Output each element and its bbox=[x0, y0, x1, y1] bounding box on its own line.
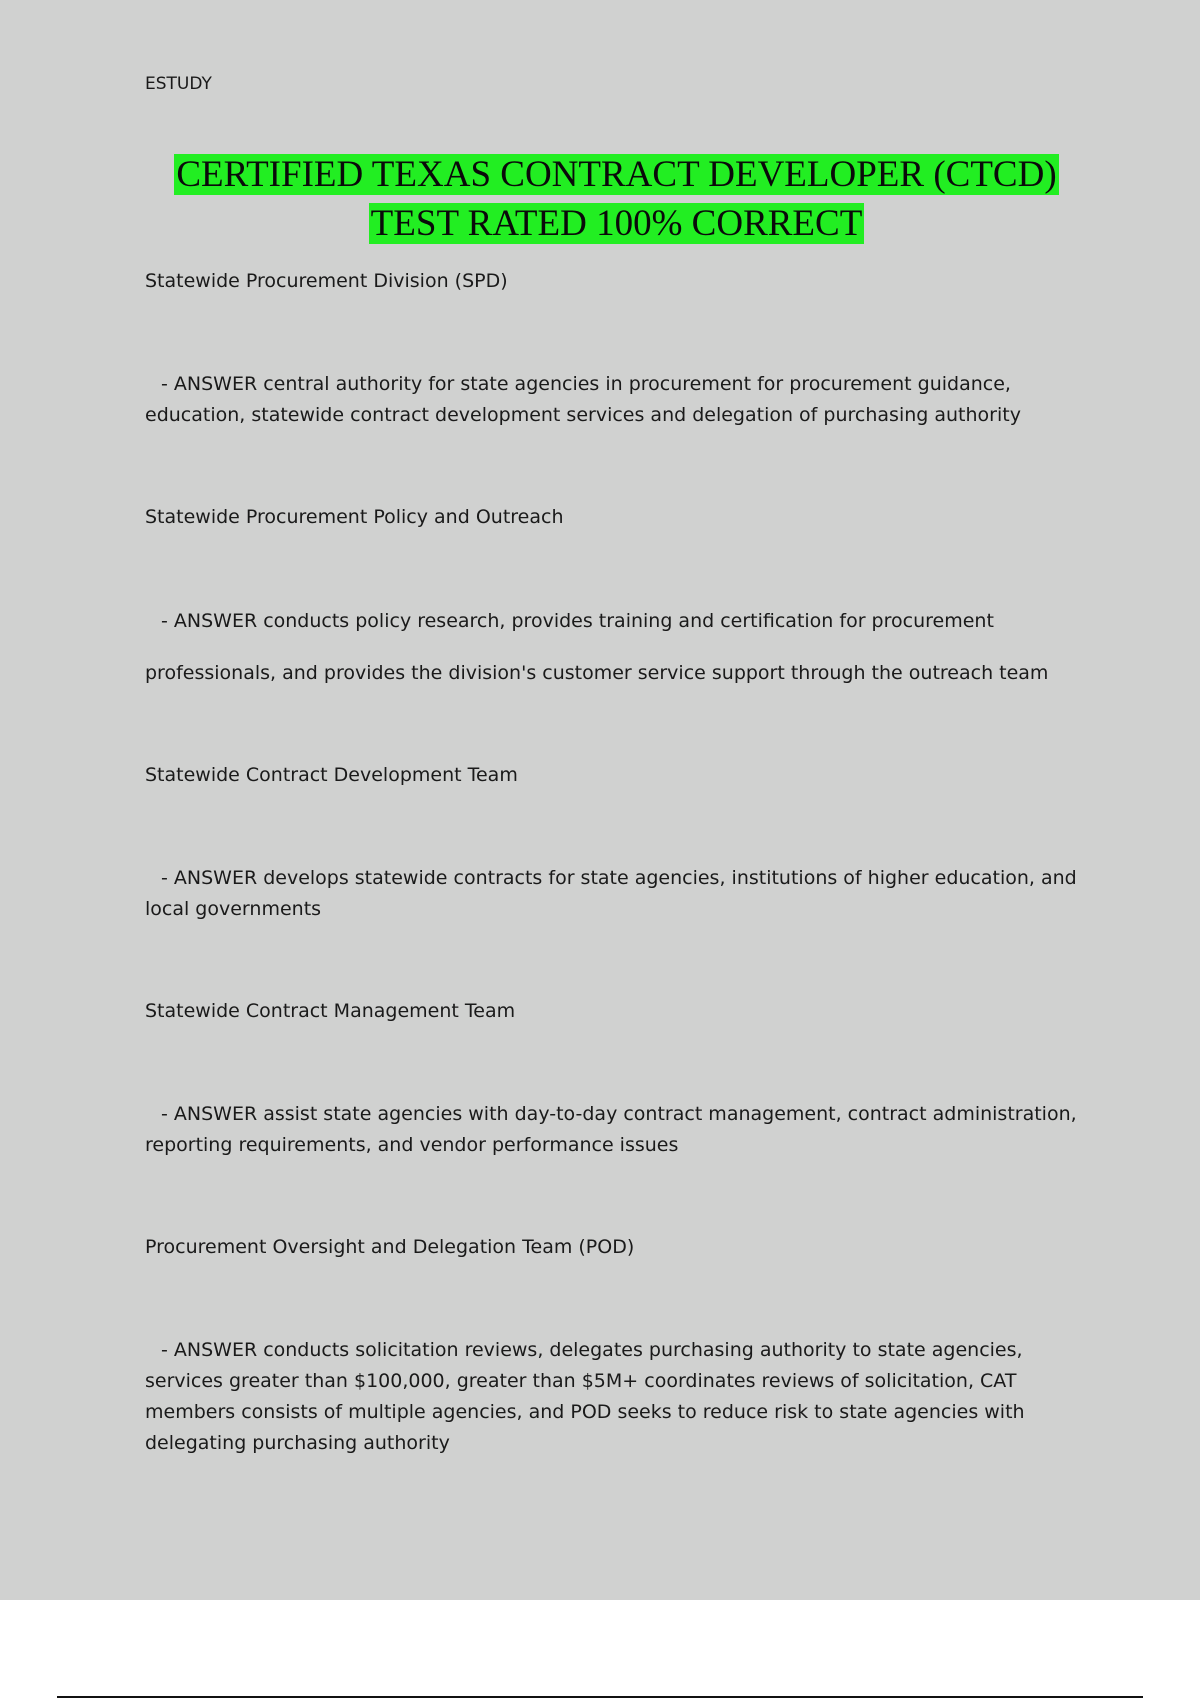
answer-text: - ANSWER develops statewide contracts for state agencies, institutions of higher education, and local governments bbox=[145, 867, 1077, 920]
term-heading: Statewide Contract Management Team bbox=[145, 1000, 516, 1022]
term-heading: Statewide Procurement Policy and Outreach bbox=[145, 506, 564, 528]
header-label: ESTUDY bbox=[145, 74, 212, 94]
bottom-divider bbox=[57, 1696, 1143, 1698]
term-heading: Procurement Oversight and Delegation Team (POD) bbox=[145, 1236, 635, 1258]
answer-text: - ANSWER conducts solicitation reviews, delegates purchasing authority to state agencies, services greater than $100,000, greater than $5M+ coordinates reviews of solicitation, CAT members consists of multiple agencies, and POD seeks to reduce risk to state agencies with delegating purchasing authority bbox=[145, 1339, 1025, 1454]
answer-text: - ANSWER conducts policy research, provides training and certification for procurement professionals, and provides the division's customer service support through the outreach team bbox=[145, 610, 1049, 684]
term-heading: Statewide Contract Development Team bbox=[145, 764, 518, 786]
answer-text: - ANSWER central authority for state agencies in procurement for procurement guidance, education, statewide contract development services and delegation of purchasing authority bbox=[145, 373, 1021, 426]
title-line-1: CERTIFIED TEXAS CONTRACT DEVELOPER (CTCD) bbox=[176, 154, 1057, 195]
term-heading: Statewide Procurement Division (SPD) bbox=[145, 270, 508, 292]
title-line-2: TEST RATED 100% CORRECT bbox=[370, 203, 863, 244]
answer-text: - ANSWER assist state agencies with day-to-day contract management, contract administration, reporting requirements, and vendor performance issues bbox=[145, 1103, 1077, 1156]
document-title bbox=[100, 150, 1133, 248]
